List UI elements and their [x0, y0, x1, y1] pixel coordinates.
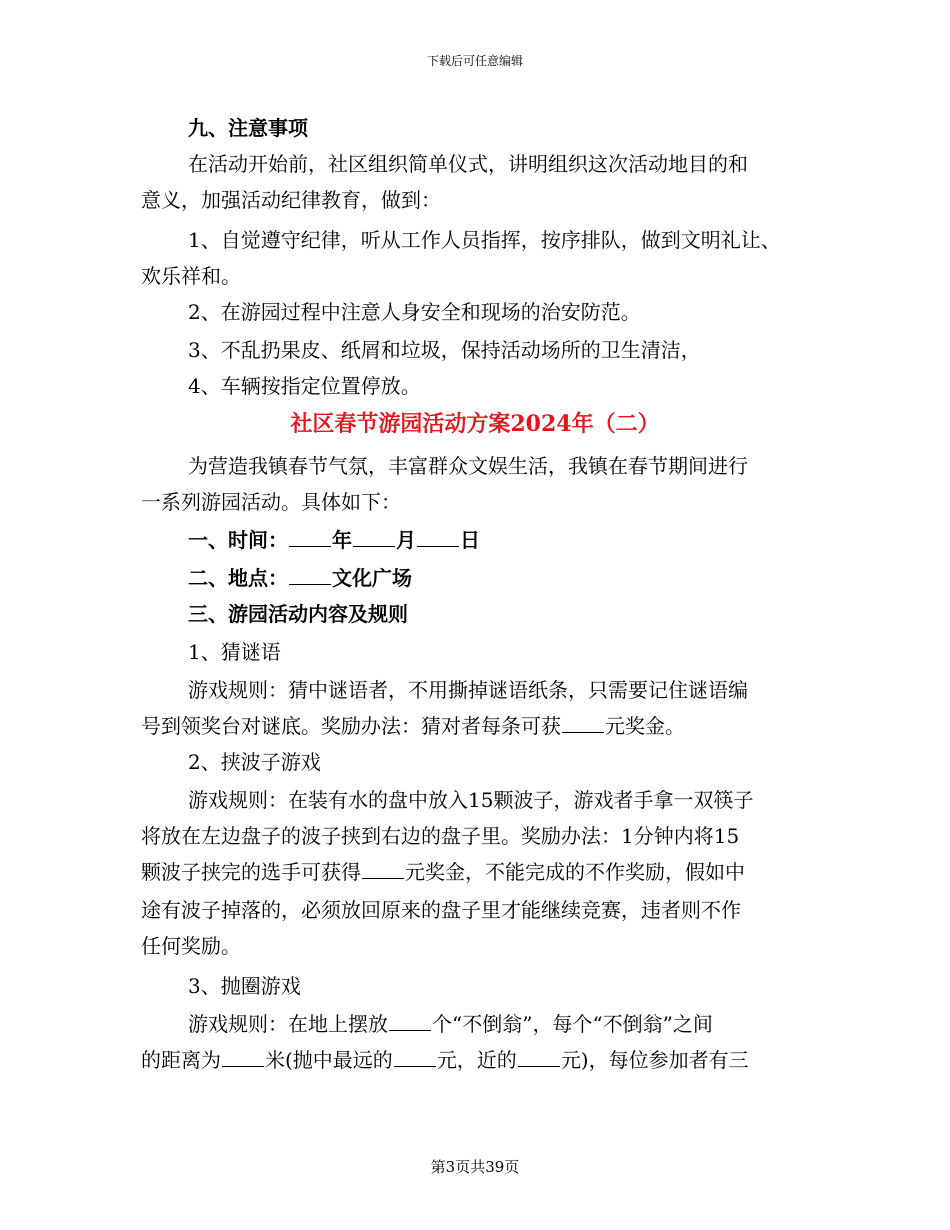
text-segment: 游戏规则：在地上摆放	[188, 1012, 388, 1036]
blank-field	[289, 526, 331, 547]
blank-field	[353, 526, 395, 547]
year-text: 年	[332, 528, 352, 552]
time-label: 一、时间：	[188, 528, 288, 552]
paragraph-line: 在活动开始前，社区组织简单仪式，讲明组织这次活动地目的和	[188, 152, 748, 176]
game-title: 3、抛圈游戏	[188, 974, 301, 998]
blank-field	[362, 858, 404, 879]
page-footer: 第3页共39页	[430, 1158, 520, 1176]
blank-field	[394, 1046, 436, 1067]
text-segment: 元)，每位参加者有三	[560, 1048, 749, 1072]
paragraph-line: 游戏规则：在装有水的盘中放入15颗波子，游戏者手拿一双筷子	[188, 788, 754, 812]
game-title: 2、挟波子游戏	[188, 750, 321, 774]
text-segment: 米(抛中最远的	[265, 1048, 393, 1072]
list-item: 1、自觉遵守纪律，听从工作人员指挥，按序排队，做到文明礼让、	[188, 228, 781, 252]
place-label: 二、地点：	[188, 566, 288, 590]
blank-field	[417, 526, 459, 547]
blank-field	[518, 1046, 560, 1067]
text-segment: 个“不倒翁”，每个“不倒翁”之间	[432, 1012, 713, 1036]
text-segment: 的距离为	[141, 1048, 221, 1072]
list-item: 2、在游园过程中注意人身安全和现场的治安防范。	[188, 300, 641, 324]
section-heading: 九、注意事项	[188, 116, 308, 140]
blank-field	[562, 712, 604, 733]
place-value: 文化广场	[332, 566, 412, 590]
day-text: 日	[460, 528, 480, 552]
text-segment: 元奖金。	[605, 714, 685, 738]
time-line	[188, 526, 480, 554]
paragraph-line	[141, 712, 685, 740]
document-title: 社区春节游园活动方案2024年（二）	[290, 411, 660, 437]
text-segment: 号到领奖台对谜底。奖励办法：猜对者每条可获	[141, 714, 561, 738]
place-line	[188, 564, 412, 592]
paragraph-line: 将放在左边盘子的波子挟到右边的盘子里。奖励办法：1分钟内将15	[141, 824, 740, 848]
text-segment: 颗波子挟完的选手可获得	[141, 860, 361, 884]
paragraph-line: 游戏规则：猜中谜语者，不用撕掉谜语纸条，只需要记住谜语编	[188, 678, 748, 702]
list-item-cont: 欢乐祥和。	[141, 264, 241, 288]
paragraph-line: 一系列游园活动。具体如下：	[141, 490, 401, 514]
list-item: 3、不乱扔果皮、纸屑和垃圾，保持活动场所的卫生清洁，	[188, 338, 701, 362]
paragraph-line	[188, 1010, 713, 1038]
game-title: 1、猜谜语	[188, 640, 281, 664]
paragraph-line	[141, 1046, 749, 1074]
paragraph-line: 为营造我镇春节气氛，丰富群众文娱生活，我镇在春节期间进行	[188, 454, 748, 478]
month-text: 月	[396, 528, 416, 552]
blank-field	[389, 1010, 431, 1031]
content-heading: 三、游园活动内容及规则	[188, 602, 408, 626]
paragraph-line: 途有波子掉落的，必须放回原来的盘子里才能继续竞赛，违者则不作	[141, 898, 741, 922]
page-header: 下载后可任意编辑	[426, 54, 523, 68]
text-segment: 元奖金，不能完成的不作奖励，假如中	[405, 860, 745, 884]
blank-field	[289, 564, 331, 585]
paragraph-line: 任何奖励。	[141, 934, 241, 958]
blank-field	[222, 1046, 264, 1067]
paragraph-line	[141, 858, 745, 886]
paragraph-line: 意义，加强活动纪律教育，做到：	[141, 188, 441, 212]
text-segment: 元，近的	[436, 1048, 517, 1072]
list-item: 4、车辆按指定位置停放。	[188, 374, 421, 398]
